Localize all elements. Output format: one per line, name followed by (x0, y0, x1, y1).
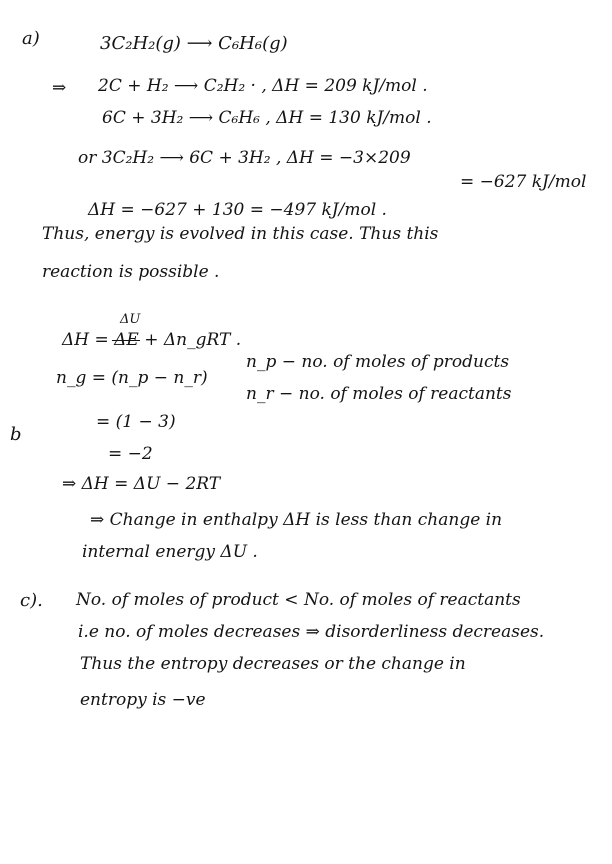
conclusion-b-line1: ⇒ Change in enthalpy ΔH is less than change in (90, 510, 503, 530)
implies-arrow-a: ⇒ (52, 78, 67, 98)
strikethrough-mark (112, 340, 140, 341)
conclusion-c-line1: No. of moles of product < No. of moles of reactants (76, 590, 521, 610)
np-definition: n_p − no. of moles of products (246, 352, 510, 372)
reaction-c2h2-formation: 2C + H₂ ⟶ C₂H₂ · , ΔH = 209 kJ/mol . (98, 76, 428, 96)
conclusion-c-line3: Thus the entropy decreases or the change in (80, 654, 466, 674)
conclusion-c-line2: i.e no. of moles decreases ⇒ disorderliness decreases. (78, 622, 545, 642)
delta-u-insertion: ΔU (120, 312, 141, 327)
conclusion-a-line1: Thus, energy is evolved in this case. Thus this (42, 224, 439, 244)
conclusion-a-line2: reaction is possible . (42, 262, 220, 282)
delta-ng-value: = −2 (108, 444, 153, 464)
enthalpy-calculation: ΔH = −627 + 130 = −497 kJ/mol . (88, 200, 387, 220)
section-a-label: a) (22, 28, 40, 49)
section-c-label: c). (20, 590, 43, 611)
enthalpy-relation: ΔH = ΔE + Δn_gRT . (62, 330, 242, 350)
reaction-reverse: or 3C₂H₂ ⟶ 6C + 3H₂ , ΔH = −3×209 (78, 148, 411, 168)
enthalpy-result: ⇒ ΔH = ΔU − 2RT (62, 474, 221, 494)
delta-ng-definition: n_g = (n_p − n_r) (56, 368, 208, 388)
reaction-overall: 3C₂H₂(g) ⟶ C₆H₆(g) (100, 33, 288, 54)
conclusion-c-line4: entropy is −ve (80, 690, 206, 710)
delta-ng-substitution: = (1 − 3) (96, 412, 176, 432)
section-b-label: b (10, 424, 22, 445)
reaction-c6h6-formation: 6C + 3H₂ ⟶ C₆H₆ , ΔH = 130 kJ/mol . (102, 108, 432, 128)
reaction-reverse-value: = −627 kJ/mol (460, 172, 587, 192)
conclusion-b-line2: internal energy ΔU . (82, 542, 258, 562)
nr-definition: n_r − no. of moles of reactants (246, 384, 512, 404)
